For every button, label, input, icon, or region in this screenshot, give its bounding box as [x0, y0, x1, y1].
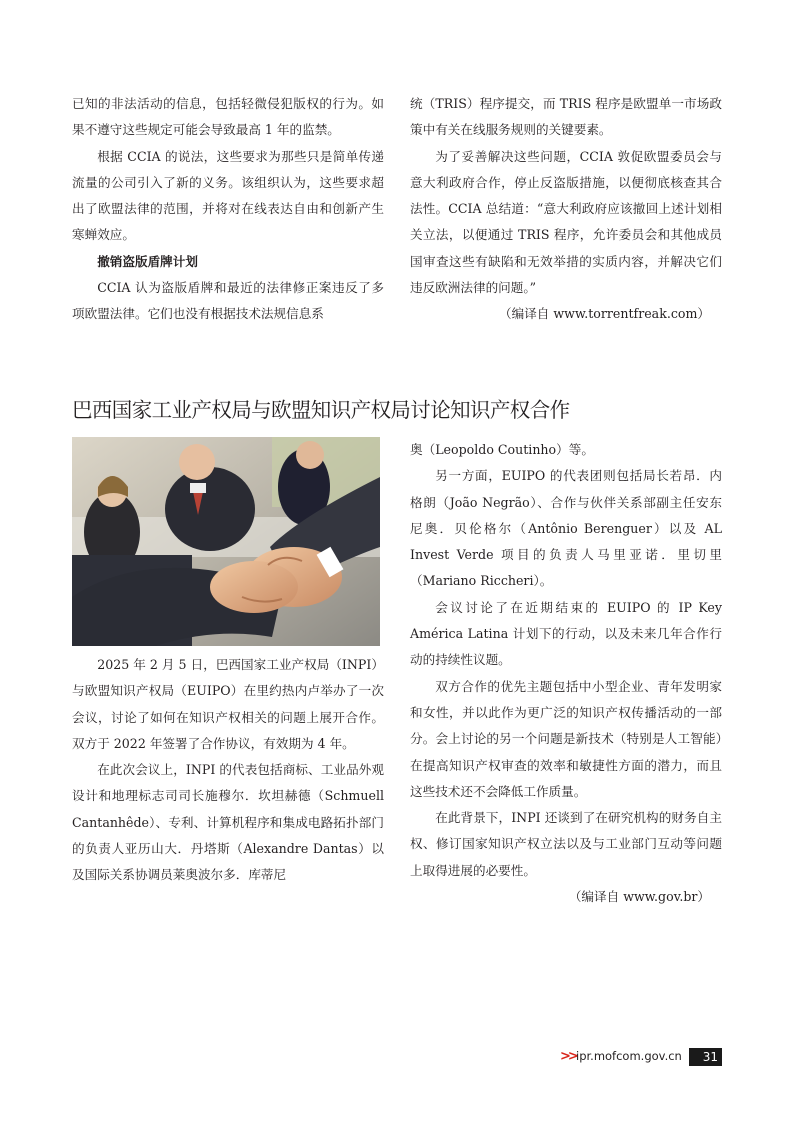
handshake-meeting-photo — [72, 437, 380, 646]
article1-column-right — [410, 91, 722, 328]
chevron-right-icon: >> — [560, 1049, 576, 1064]
article1-column-left — [72, 91, 384, 328]
page-footer — [560, 1046, 722, 1068]
paragraph: 在此背景下，INPI 还谈到了在研究机构的财务自主权、修订国家知识产权立法以及与工业部门互动等问题上取得进展的必要性。 — [410, 810, 722, 878]
paragraph: 另一方面，EUIPO 的代表团则包括局长若昂．内格朗（João Negrão）、合作与伙伴关系部副主任安东尼奥．贝伦格尔（Antônio Berenguer）以及 AL Invest Verde 项目的负责人马里亚诺．里切里（Mariano Riccheri）。 — [410, 468, 722, 589]
source-credit: （编译自 www.gov.br） — [568, 889, 710, 905]
paragraph: CCIA 认为盗版盾牌和最近的法律修正案违反了多项欧盟法律。它们也没有根据技术法规信息系 — [72, 280, 384, 322]
paragraph: 在此次会议上，INPI 的代表包括商标、工业品外观设计和地理标志司司长施穆尔．坎坦赫德（Schmuell Cantanhêde）、专利、计算机程序和集成电路拓扑部门的负责人亚历山大．丹塔斯（Alexandre Dantas）以及国际关系协调员莱奥波尔多．库蒂尼 — [72, 762, 384, 883]
paragraph: 根据 CCIA 的说法，这些要求为那些只是简单传递流量的公司引入了新的义务。该组织认为，这些要求超出了欧盟法律的范围，并将对在线表达自由和创新产生寒蝉效应。 — [72, 148, 384, 243]
article-headline: 巴西国家工业产权局与欧盟知识产权局讨论知识产权合作 — [72, 398, 570, 422]
paragraph: 统（TRIS）程序提交，而 TRIS 程序是欧盟单一市场政策中有关在线服务规则的关键要素。 — [410, 96, 722, 138]
paragraph: 奥（Leopoldo Coutinho）等。 — [410, 442, 594, 457]
paragraph: 双方合作的优先主题包括中小型企业、青年发明家和女性，并以此作为更广泛的知识产权传播活动的一部分。会上讨论的另一个问题是新技术（特别是人工智能）在提高知识产权审查的效率和敏捷性方面的潜力，而且这些技术还不会降低工作质量。 — [410, 678, 722, 799]
article2-column-left — [72, 652, 384, 889]
paragraph: 为了妥善解决这些问题，CCIA 敦促欧盟委员会与意大利政府合作，停止反盗版措施，以便彻底核查其合法性。CCIA 总结道：“意大利政府应该撤回上述计划相关立法，以便通过 TRIS 程序，允许委员会和其他成员国审查这些有缺陷和无效举措的实质内容，并解决它们违反欧洲法律的问题。” — [410, 148, 722, 296]
paragraph: 2025 年 2 月 5 日，巴西国家工业产权局（INPI）与欧盟知识产权局（EUIPO）在里约热内卢举办了一次会议，讨论了如何在知识产权相关的问题上展开合作。双方于 2022 年签署了合作协议，有效期为 4 年。 — [72, 657, 384, 751]
paragraph: 会议讨论了在近期结束的 EUIPO 的 IP Key América Latina 计划下的行动，以及未来几年合作行动的持续性议题。 — [410, 599, 722, 668]
footer-website[interactable]: ipr.mofcom.gov.cn — [576, 1049, 682, 1063]
page-number: 31 — [689, 1048, 722, 1066]
source-credit: （编译自 www.torrentfreak.com） — [499, 306, 710, 322]
section-subheading: 撤销盗版盾牌计划 — [97, 253, 198, 269]
article2-column-right — [410, 437, 722, 910]
paragraph: 已知的非法活动的信息，包括轻微侵犯版权的行为。如果不遵守这些规定可能会导致最高 1 年的监禁。 — [72, 96, 384, 138]
